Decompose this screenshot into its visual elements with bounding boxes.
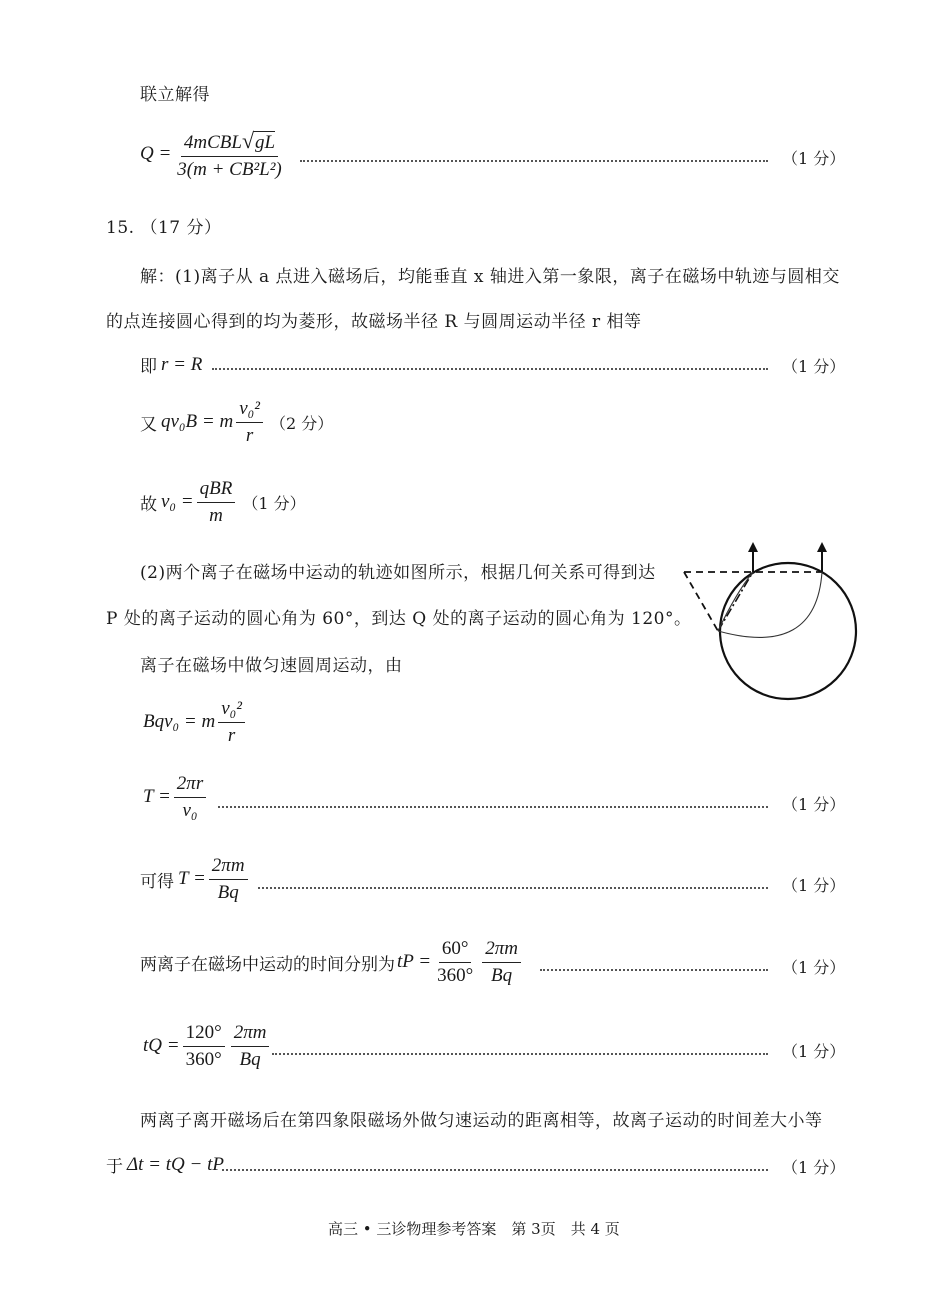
dot-leader — [258, 887, 768, 889]
numerator: v₀² — [218, 698, 245, 723]
denominator: 360° — [437, 964, 474, 986]
score-label: （1 分） — [782, 1042, 846, 1061]
dashed-line — [684, 572, 718, 631]
numerator: 2πm — [209, 855, 248, 880]
radicand: gL — [255, 132, 276, 153]
eq-lhs: Bqv₀ = m — [143, 711, 216, 733]
paragraph-line: P 处的离子运动的圆心角为 60°，到达 Q 处的离子运动的圆心角为 120°。 — [106, 609, 692, 629]
equation-q — [140, 128, 288, 181]
score-label: （2 分） — [269, 413, 334, 433]
score-label: （1 分） — [782, 876, 846, 895]
numerator: 2πm — [231, 1022, 270, 1047]
numerator: 4mCBL — [183, 132, 242, 153]
text-line: 联立解得 — [140, 85, 210, 105]
eq-lhs: tQ = — [143, 1035, 180, 1057]
fraction — [231, 1022, 270, 1071]
eq-body: Δt = tQ − tP — [127, 1153, 224, 1175]
fraction — [209, 855, 248, 904]
equation-r — [140, 352, 202, 377]
score-label: （1 分） — [782, 795, 846, 814]
fraction — [174, 128, 284, 181]
arrow-head-icon — [748, 542, 758, 552]
trajectory-diagram — [676, 538, 866, 706]
sqrt-icon: √ — [241, 128, 255, 153]
arrow-head-icon — [817, 542, 827, 552]
denominator: 360° — [185, 1048, 222, 1070]
fraction — [236, 398, 263, 447]
eq-prefix: 于 — [106, 1157, 123, 1177]
eq-prefix: 即 — [140, 357, 157, 377]
score-label: （1 分） — [782, 357, 846, 376]
denominator: r — [245, 424, 254, 446]
dot-leader — [272, 1053, 768, 1055]
paragraph-line: (2)两个离子在磁场中运动的轨迹如图所示，根据几何关系可得到达 — [140, 563, 656, 583]
eq-prefix: 又 — [140, 414, 157, 435]
dot-leader — [218, 806, 768, 808]
field-circle — [720, 563, 856, 699]
equation-force — [140, 398, 333, 447]
denominator: m — [209, 504, 223, 526]
denominator: Bq — [239, 1048, 261, 1070]
equation-dt — [106, 1152, 224, 1177]
dot-leader — [540, 969, 768, 971]
eq-lhs: T = — [143, 786, 171, 808]
fraction — [183, 1022, 225, 1071]
fraction — [197, 478, 236, 527]
denominator: r — [227, 724, 236, 746]
paragraph-line: 的点连接圆心得到的均为菱形，故磁场半径 R 与圆周运动半径 r 相等 — [106, 312, 642, 332]
paragraph-line: 离子在磁场中做匀速圆周运动，由 — [140, 656, 403, 676]
eq-prefix: 故 — [140, 494, 157, 515]
equation-period-2 — [140, 855, 251, 904]
equation-v0 — [140, 478, 306, 527]
fraction — [482, 938, 521, 987]
numerator: 120° — [183, 1022, 225, 1047]
eq-lhs: Q = — [140, 143, 172, 165]
eq-prefix: 可得 — [140, 871, 174, 892]
fraction — [174, 773, 206, 822]
eq-prefix: 两离子在磁场中运动的时间分别为 — [140, 954, 395, 975]
eq-lhs: v₀ = — [161, 491, 194, 513]
equation-lorentz — [143, 698, 248, 747]
dash-dot-line — [718, 572, 753, 631]
eq-lhs: qv₀B = m — [161, 411, 234, 433]
equation-tp — [140, 938, 524, 987]
dot-leader — [222, 1169, 768, 1171]
eq-lhs: tP = — [397, 951, 432, 973]
score-label: （1 分） — [782, 149, 846, 168]
dot-leader — [212, 368, 768, 370]
section-heading: 15. （17 分） — [106, 218, 222, 238]
page-footer: 高三 • 三诊物理参考答案 第 3页 共 4 页 — [328, 1220, 620, 1238]
paragraph-line: 两离子离开磁场后在第四象限磁场外做匀速运动的距离相等，故离子运动的时间差大小等 — [140, 1111, 823, 1131]
numerator: 60° — [439, 938, 472, 963]
score-label: （1 分） — [242, 493, 306, 513]
score-label: （1 分） — [782, 958, 846, 977]
dot-leader — [300, 160, 768, 162]
eq-body: r = R — [161, 353, 203, 375]
fraction — [434, 938, 476, 987]
denominator: Bq — [217, 881, 239, 903]
numerator: v₀² — [236, 398, 263, 423]
denominator: v₀ — [182, 799, 198, 821]
numerator: qBR — [197, 478, 236, 503]
score-label: （1 分） — [782, 1158, 846, 1177]
denominator: Bq — [491, 964, 513, 986]
equation-period — [143, 773, 209, 822]
eq-lhs: T = — [178, 868, 206, 890]
numerator: 2πr — [174, 773, 206, 798]
numerator: 2πm — [482, 938, 521, 963]
paragraph-line: 解：(1)离子从 a 点进入磁场后，均能垂直 x 轴进入第一象限，离子在磁场中轨迹与圆相交 — [140, 267, 840, 287]
denominator: 3(m + CB²L²) — [177, 158, 282, 180]
equation-tq — [143, 1022, 272, 1071]
fraction — [218, 698, 245, 747]
